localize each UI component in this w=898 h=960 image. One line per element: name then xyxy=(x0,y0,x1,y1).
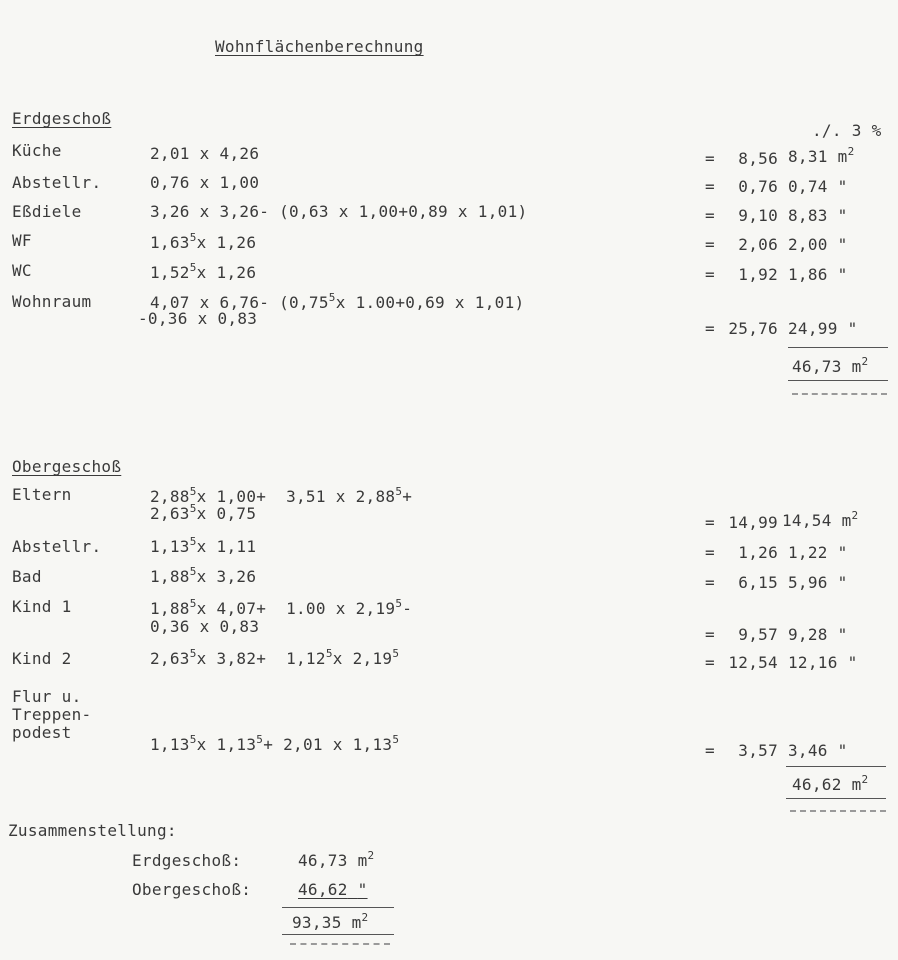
total-underline xyxy=(788,380,888,381)
gross-area: 14,99 xyxy=(728,513,778,532)
gross-area: 0,76 xyxy=(738,177,778,196)
gross-area: 3,57 xyxy=(738,741,778,760)
equals-sign: = xyxy=(705,149,715,168)
room-formula-continued: 2,63$^5$x 0,75 xyxy=(150,502,257,523)
section-heading-erdgeschoss: Erdgeschoß xyxy=(12,109,112,128)
equals-sign: = xyxy=(705,653,715,672)
equals-sign: = xyxy=(705,741,715,760)
gross-area: 2,06 xyxy=(738,235,778,254)
equals-sign: = xyxy=(705,177,715,196)
sum-line xyxy=(282,907,394,908)
room-formula-continued: 0,36 x 0,83 xyxy=(150,617,260,636)
gross-area: 6,15 xyxy=(738,573,778,592)
room-formula: 1,88$^5$x 4,07+ 1.00 x 2,19$^5$- xyxy=(150,597,413,618)
room-formula: 2,88$^5$x 1,00+ 3,51 x $2,88^5+$ xyxy=(150,485,413,506)
sum-line xyxy=(786,766,886,767)
room-formula: 3,26 x 3,26- (0,63 x 1,00+0,89 x 1,01) xyxy=(150,202,528,221)
net-area: 24,99 " xyxy=(788,319,858,338)
equals-sign: = xyxy=(705,513,715,532)
room-name: Abstellr. xyxy=(12,537,102,556)
total-underline xyxy=(786,798,886,799)
equals-sign: = xyxy=(705,235,715,254)
net-area: 8,31 $m^2$ xyxy=(788,145,855,166)
summary-label: Erdgeschoß: xyxy=(132,851,242,870)
room-formula: 1,13$^5$x 1,11 xyxy=(150,535,257,556)
room-formula: 0,76 x 1,00 xyxy=(150,173,260,192)
sum-line xyxy=(788,347,888,348)
summary-value: 46,62 " xyxy=(298,880,368,899)
double-underline xyxy=(790,810,886,812)
gross-area: 9,57 xyxy=(738,625,778,644)
net-area: 8,83 " xyxy=(788,206,848,225)
room-formula: 1,88$^5$x 3,26 xyxy=(150,565,257,586)
room-name: Kind 2 xyxy=(12,649,72,668)
room-name: Kind 1 xyxy=(12,597,72,616)
double-underline xyxy=(792,393,887,395)
double-underline xyxy=(290,943,390,945)
gross-area: 9,10 xyxy=(738,206,778,225)
room-formula: 1,63$^5$x 1,26 xyxy=(150,231,257,252)
gross-area: 1,26 xyxy=(738,543,778,562)
room-formula: 1,13$^5$x $1,13^5+ 2,01$ x 1,13$^5$ xyxy=(150,733,400,754)
section-heading-obergeschoss: Obergeschoß xyxy=(12,457,122,476)
net-area: 9,28 " xyxy=(788,625,848,644)
net-area: 2,00 " xyxy=(788,235,848,254)
room-formula: 2,01 x 4,26 xyxy=(150,144,260,163)
total-underline xyxy=(282,934,394,935)
summary-label: Obergeschoß: xyxy=(132,880,252,899)
gross-area: 1,92 xyxy=(738,265,778,284)
summary-value: 46,73 $m^2$ xyxy=(298,849,375,870)
room-name: Abstellr. xyxy=(12,173,102,192)
room-name: WF xyxy=(12,231,32,250)
grand-total: 93,35 $m^2$ xyxy=(292,911,369,932)
net-area: 0,74 " xyxy=(788,177,848,196)
deduction-header: ./. 3 % xyxy=(812,121,882,140)
net-area: 14,54 $m^2$ xyxy=(782,509,859,530)
room-name: Wohnraum xyxy=(12,292,92,311)
gross-area: 25,76 xyxy=(728,319,778,338)
room-name: Eltern xyxy=(12,485,72,504)
net-area: 1,86 " xyxy=(788,265,848,284)
room-name: Küche xyxy=(12,141,62,160)
section-total: 46,73 $m^2$ xyxy=(792,355,869,376)
room-formula: 1,52$^5$x 1,26 xyxy=(150,261,257,282)
room-name-line2: Treppen- xyxy=(12,705,92,724)
room-formula-continued: -0,36 x 0,83 xyxy=(138,309,258,328)
room-name-line3: podest xyxy=(12,723,72,742)
equals-sign: = xyxy=(705,625,715,644)
room-name: Eßdiele xyxy=(12,202,82,221)
equals-sign: = xyxy=(705,319,715,338)
document-title: Wohnflächenberechnung xyxy=(215,37,424,56)
gross-area: 12,54 xyxy=(728,653,778,672)
equals-sign: = xyxy=(705,543,715,562)
room-formula: 2,63$^5$x 3,82+ 1,12$^5$x 2,19$^5$ xyxy=(150,647,400,668)
net-area: 12,16 " xyxy=(788,653,858,672)
room-name: WC xyxy=(12,261,32,280)
room-name: Flur u. xyxy=(12,687,82,706)
gross-area: 8,56 xyxy=(738,149,778,168)
room-name: Bad xyxy=(12,567,42,586)
section-total: 46,62 $m^2$ xyxy=(792,773,869,794)
net-area: 3,46 " xyxy=(788,741,848,760)
equals-sign: = xyxy=(705,265,715,284)
section-heading-zusammenstellung: Zusammenstellung: xyxy=(8,821,177,840)
equals-sign: = xyxy=(705,573,715,592)
net-area: 5,96 " xyxy=(788,573,848,592)
net-area: 1,22 " xyxy=(788,543,848,562)
equals-sign: = xyxy=(705,206,715,225)
room-formula: 4,07 x 6,76- (0,75$^5$x 1.00+0,69 x 1,01) xyxy=(150,291,525,312)
